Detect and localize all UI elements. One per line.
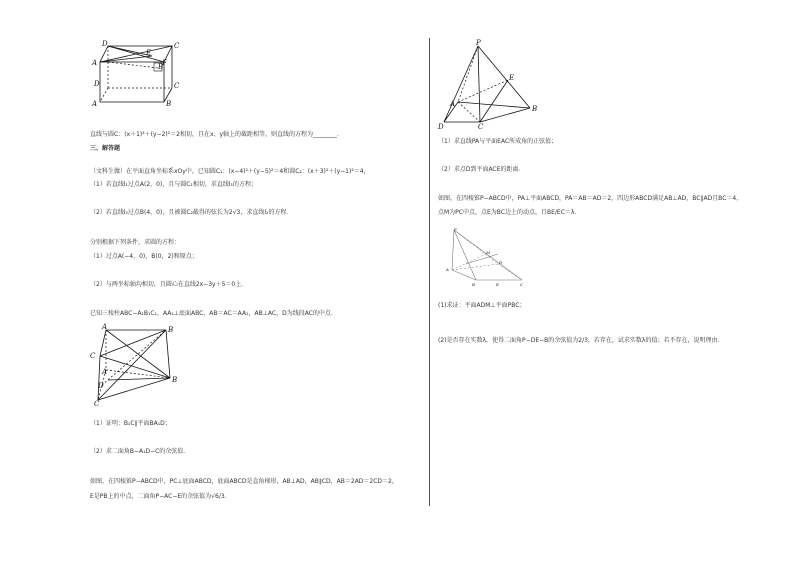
section-3-heading: 三、解答题 bbox=[90, 145, 121, 152]
cube-label-c: C bbox=[174, 82, 180, 90]
q-pyramid2-part1: (1)求证：平面ADM⊥平面PBC； bbox=[438, 302, 526, 309]
cube-label-a1: A bbox=[92, 59, 98, 67]
q-coord-part1: （1）若直线l₁过点A(2，0)，且与圆C₁相切，求直线l₁的方程； bbox=[90, 181, 257, 188]
pyr2-label-d: D bbox=[499, 260, 503, 265]
q-coord-stem: （文科生做）在平面直角坐标系xOy中，已知圆C₁：(x−4)²＋(y−5)²＝4和圆C₂：(x＋3)²＋(y−1)²＝4， bbox=[90, 168, 370, 175]
pyr-label-a: A bbox=[450, 100, 456, 108]
column-divider bbox=[429, 38, 430, 506]
q-coord-part2: （2）若直线l₂过点B(4，0)，且被圆C₂截得的弦长为2√3，求直线l₂的方程． bbox=[90, 209, 293, 216]
prism-figure bbox=[88, 322, 188, 406]
pyr2-label-p: P bbox=[454, 227, 457, 232]
pyr2-label-m: M bbox=[486, 250, 491, 255]
cube-label-b: B bbox=[166, 100, 172, 108]
q-circle-part1: （1）过点A(−4，0)，B(0，2)和原点； bbox=[90, 253, 198, 260]
prism-label-d: D bbox=[98, 382, 104, 390]
prism-label-b1: B bbox=[168, 326, 174, 334]
pyr2-label-e: E bbox=[496, 282, 499, 287]
pyr2-label-a: A bbox=[446, 267, 449, 272]
cube-label-b1: B bbox=[158, 63, 164, 71]
prism-label-b: B bbox=[172, 376, 178, 384]
q-circle-part2: （2）与两坐标轴均相切，且圆心在直线2x−3y＋5＝0上． bbox=[90, 281, 248, 288]
pyramid2-figure bbox=[446, 226, 526, 288]
q-distance: （2）求点D到平面ACE的距离． bbox=[438, 166, 525, 173]
pyr-label-e: E bbox=[509, 74, 515, 82]
q-pyramid-stem-1: 如图，在四棱锥P−ABCD中，PC⊥底面ABCD，底面ABCD是直角梯形，AB⊥AD，AB∥CD，AB＝2AD＝2CD＝2， bbox=[90, 478, 398, 485]
q-line-tangent: 直线与圆C：(x＋1)²＋(y−2)²＝2相切，且在x、y轴上的截距相等，则直线的方程为________． bbox=[90, 131, 344, 138]
pyr-label-p: P bbox=[476, 39, 481, 47]
pyr2-label-b: B bbox=[472, 282, 475, 287]
q-circle-stem: 分别根据下列条件，求圆的方程： bbox=[90, 239, 181, 246]
cube-label-c1: C bbox=[174, 42, 180, 50]
cube-label-d: D bbox=[94, 80, 100, 88]
prism-label-c1: C bbox=[90, 352, 96, 360]
cube-label-e: E bbox=[146, 49, 152, 57]
pyr-label-c: C bbox=[478, 123, 484, 131]
cube-figure bbox=[88, 38, 188, 108]
q-pyramid-stem-2: E是PB上的中点，二面角P−AC−E的余弦值为√6/3． bbox=[90, 493, 231, 500]
q-prism-stem: 已知三棱柱ABC−A₁B₁C₁，AA₁⊥底面ABC，AB＝AC＝AA₁，AB⊥AC，D为线段AC的中点． bbox=[90, 310, 337, 317]
q-pyramid2-stem-2: 点M为PC中点，点E为BC边上的动点，且BE/EC＝λ． bbox=[438, 209, 581, 216]
pyr-label-d: D bbox=[438, 123, 444, 131]
cube-label-d1: D bbox=[102, 40, 108, 48]
prism-label-a1: A bbox=[102, 323, 108, 331]
q-prism-part1: （1）证明：B₁C∥平面BA₁D； bbox=[90, 420, 171, 427]
prism-label-c: C bbox=[94, 400, 100, 408]
q-pa-angle: （1）求直线PA与平面EAC所成角的正弦值； bbox=[438, 138, 558, 145]
pyr2-label-c: C bbox=[520, 282, 524, 287]
prism-label-a: A bbox=[102, 368, 108, 376]
pyr-label-b: B bbox=[532, 105, 538, 113]
cube-label-f: F bbox=[162, 59, 167, 67]
q-prism-part2: （2）求二面角B−A₁D−C的余弦值． bbox=[90, 448, 190, 455]
q-pyramid2-part2: (2)是否存在实数λ，使得二面角P−DE−B的余弦值为2/3，若存在，试求实数λ的值；若不存在，说明理由． bbox=[438, 337, 724, 344]
q-pyramid2-stem-1: 如图，在四棱锥P−ABCD中，PA⊥平面ABCD，PA＝AB＝AD＝2，四边形ABCD满足AB⊥AD，BC∥AD且BC＝4， bbox=[438, 195, 743, 202]
cube-label-a: A bbox=[92, 100, 98, 108]
pyramid-figure bbox=[436, 38, 546, 132]
